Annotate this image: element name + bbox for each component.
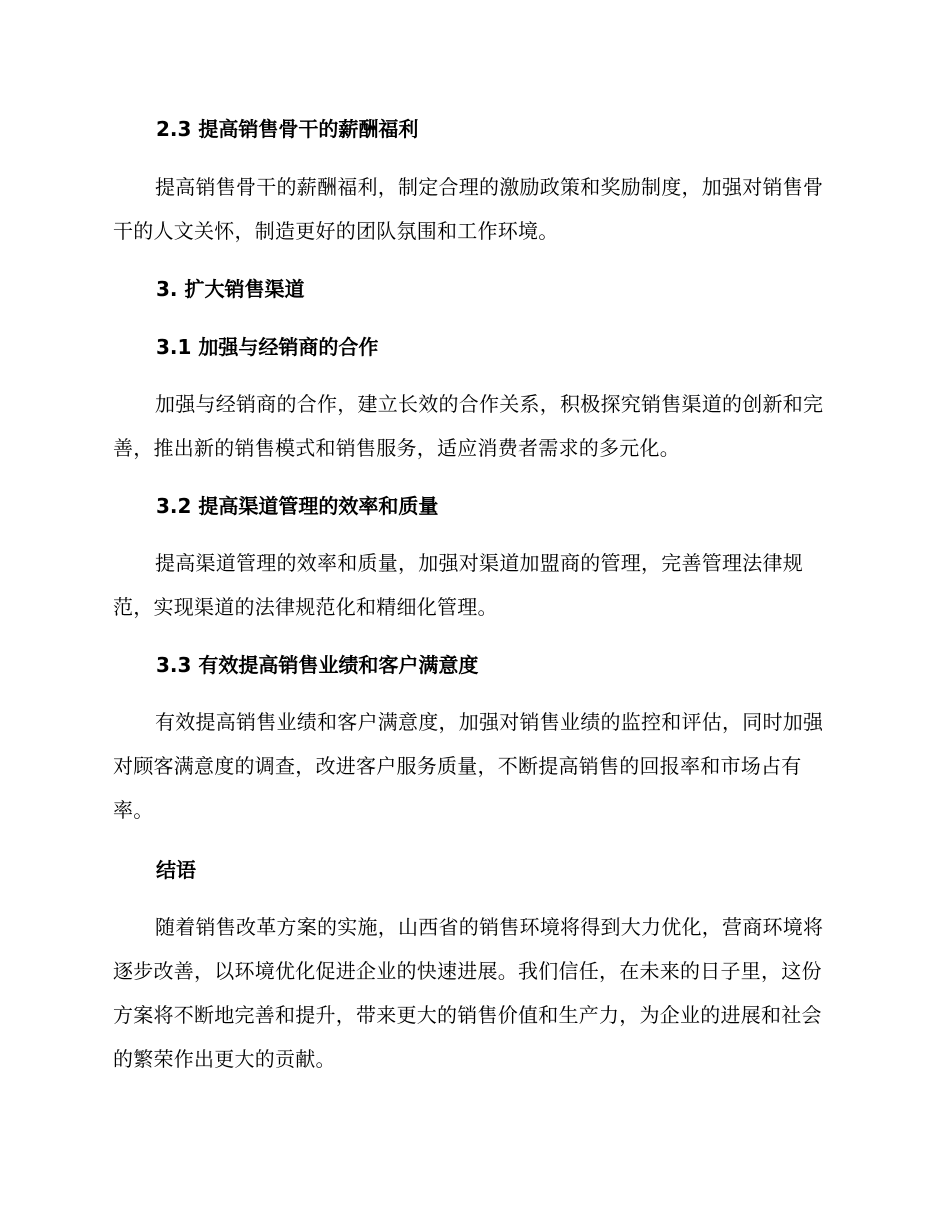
paragraph-conclusion: 随着销售改革方案的实施，山西省的销售环境将得到大力优化，营商环境将逐步改善，以环境优化促进企业的快速进展。我们信任，在未来的日子里，这份方案将不断地完善和提升，带来更大的销售价值和生产力，为企业的进展和社会的繁荣作出更大的贡献。 <box>113 915 824 1071</box>
paragraph-3-2: 提高渠道管理的效率和质量，加强对渠道加盟商的管理，完善管理法律规范，实现渠道的法律规范化和精细化管理。 <box>113 551 803 619</box>
paragraph-3-1: 加强与经销商的合作，建立长效的合作关系，积极探究销售渠道的创新和完善，推出新的销售模式和销售服务，适应消费者需求的多元化。 <box>113 392 824 460</box>
heading-3-2: 3.2 提高渠道管理的效率和质量 <box>156 494 439 518</box>
heading-3-3: 3.3 有效提高销售业绩和客户满意度 <box>156 653 479 677</box>
heading-conclusion: 结语 <box>156 858 196 882</box>
heading-2-3: 2.3 提高销售骨干的薪酬福利 <box>156 117 419 141</box>
heading-3: 3. 扩大销售渠道 <box>156 277 305 301</box>
paragraph-2-3: 提高销售骨干的薪酬福利，制定合理的激励政策和奖励制度，加强对销售骨干的人文关怀，制造更好的团队氛围和工作环境。 <box>113 175 824 243</box>
heading-3-1: 3.1 加强与经销商的合作 <box>156 335 379 359</box>
paragraph-3-3: 有效提高销售业绩和客户满意度，加强对销售业绩的监控和评估，同时加强对顾客满意度的调查，改进客户服务质量，不断提高销售的回报率和市场占有率。 <box>113 710 824 822</box>
